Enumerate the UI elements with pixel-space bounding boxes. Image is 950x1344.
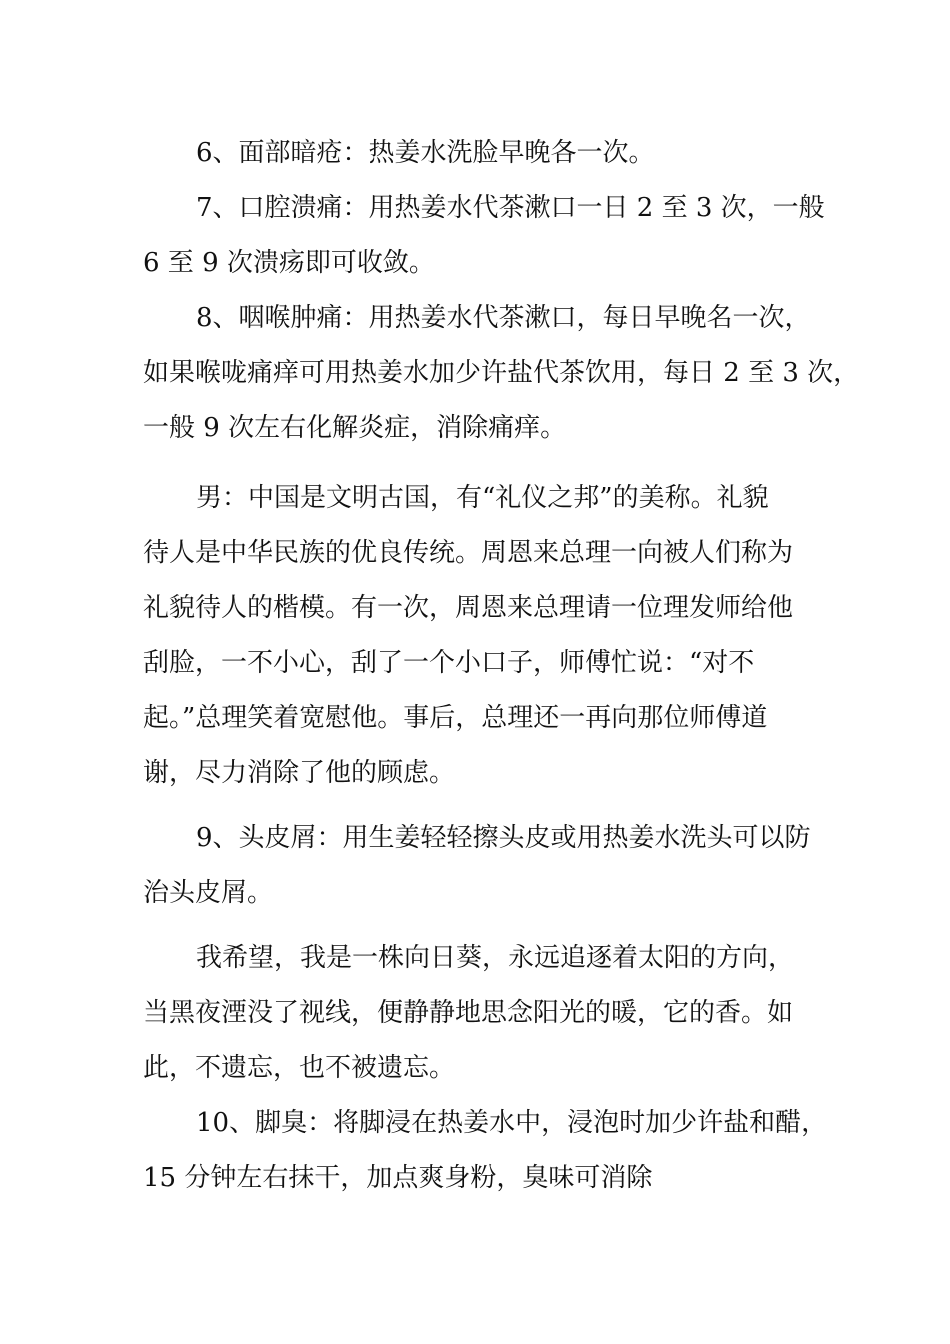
paragraph-line: 8、咽喉肿痛：用热姜水代茶漱口，每日早晚名一次， [196,303,811,333]
paragraph-line: 待人是中华民族的优良传统。周恩来总理一向被人们称为 [143,538,794,568]
paragraph-line: 起。”总理笑着宽慰他。事后，总理还一再向那位师傅道 [143,703,768,733]
paragraph-line: 6 至 9 次溃疡即可收敛。 [143,248,435,278]
paragraph-line: 我希望，我是一株向日葵，永远追逐着太阳的方向， [196,943,795,973]
paragraph-line: 10、脚臭：将脚浸在热姜水中，浸泡时加少许盐和醋， [196,1108,828,1138]
paragraph-line: 7、口腔溃痛：用热姜水代茶漱口一日 2 至 3 次，一般 [196,193,825,223]
paragraph-line: 治头皮屑。 [143,878,274,908]
paragraph-line: 9、头皮屑：用生姜轻轻擦头皮或用热姜水洗头可以防 [196,823,811,853]
paragraph-line: 如果喉咙痛痒可用热姜水加少许盐代茶饮用，每日 2 至 3 次， [143,358,860,388]
paragraph-line: 刮脸，一不小心，刮了一个小口子，师傅忙说：“对不 [143,648,755,678]
paragraph-line: 礼貌待人的楷模。有一次，周恩来总理请一位理发师给他 [143,593,794,623]
paragraph-line: 一般 9 次左右化解炎症，消除痛痒。 [143,413,567,443]
paragraph-line: 此，不遗忘，也不被遗忘。 [143,1053,456,1083]
paragraph-line: 6、面部暗疮：热姜水洗脸早晚各一次。 [196,138,655,168]
paragraph-line: 谢，尽力消除了他的顾虑。 [143,758,456,788]
paragraph-line: 男：中国是文明古国，有“礼仪之邦”的美称。礼貌 [196,483,769,513]
paragraph-line: 当黑夜湮没了视线，便静静地思念阳光的暖，它的香。如 [143,998,794,1028]
paragraph-line: 15 分钟左右抹干，加点爽身粉，臭味可消除 [143,1163,653,1193]
